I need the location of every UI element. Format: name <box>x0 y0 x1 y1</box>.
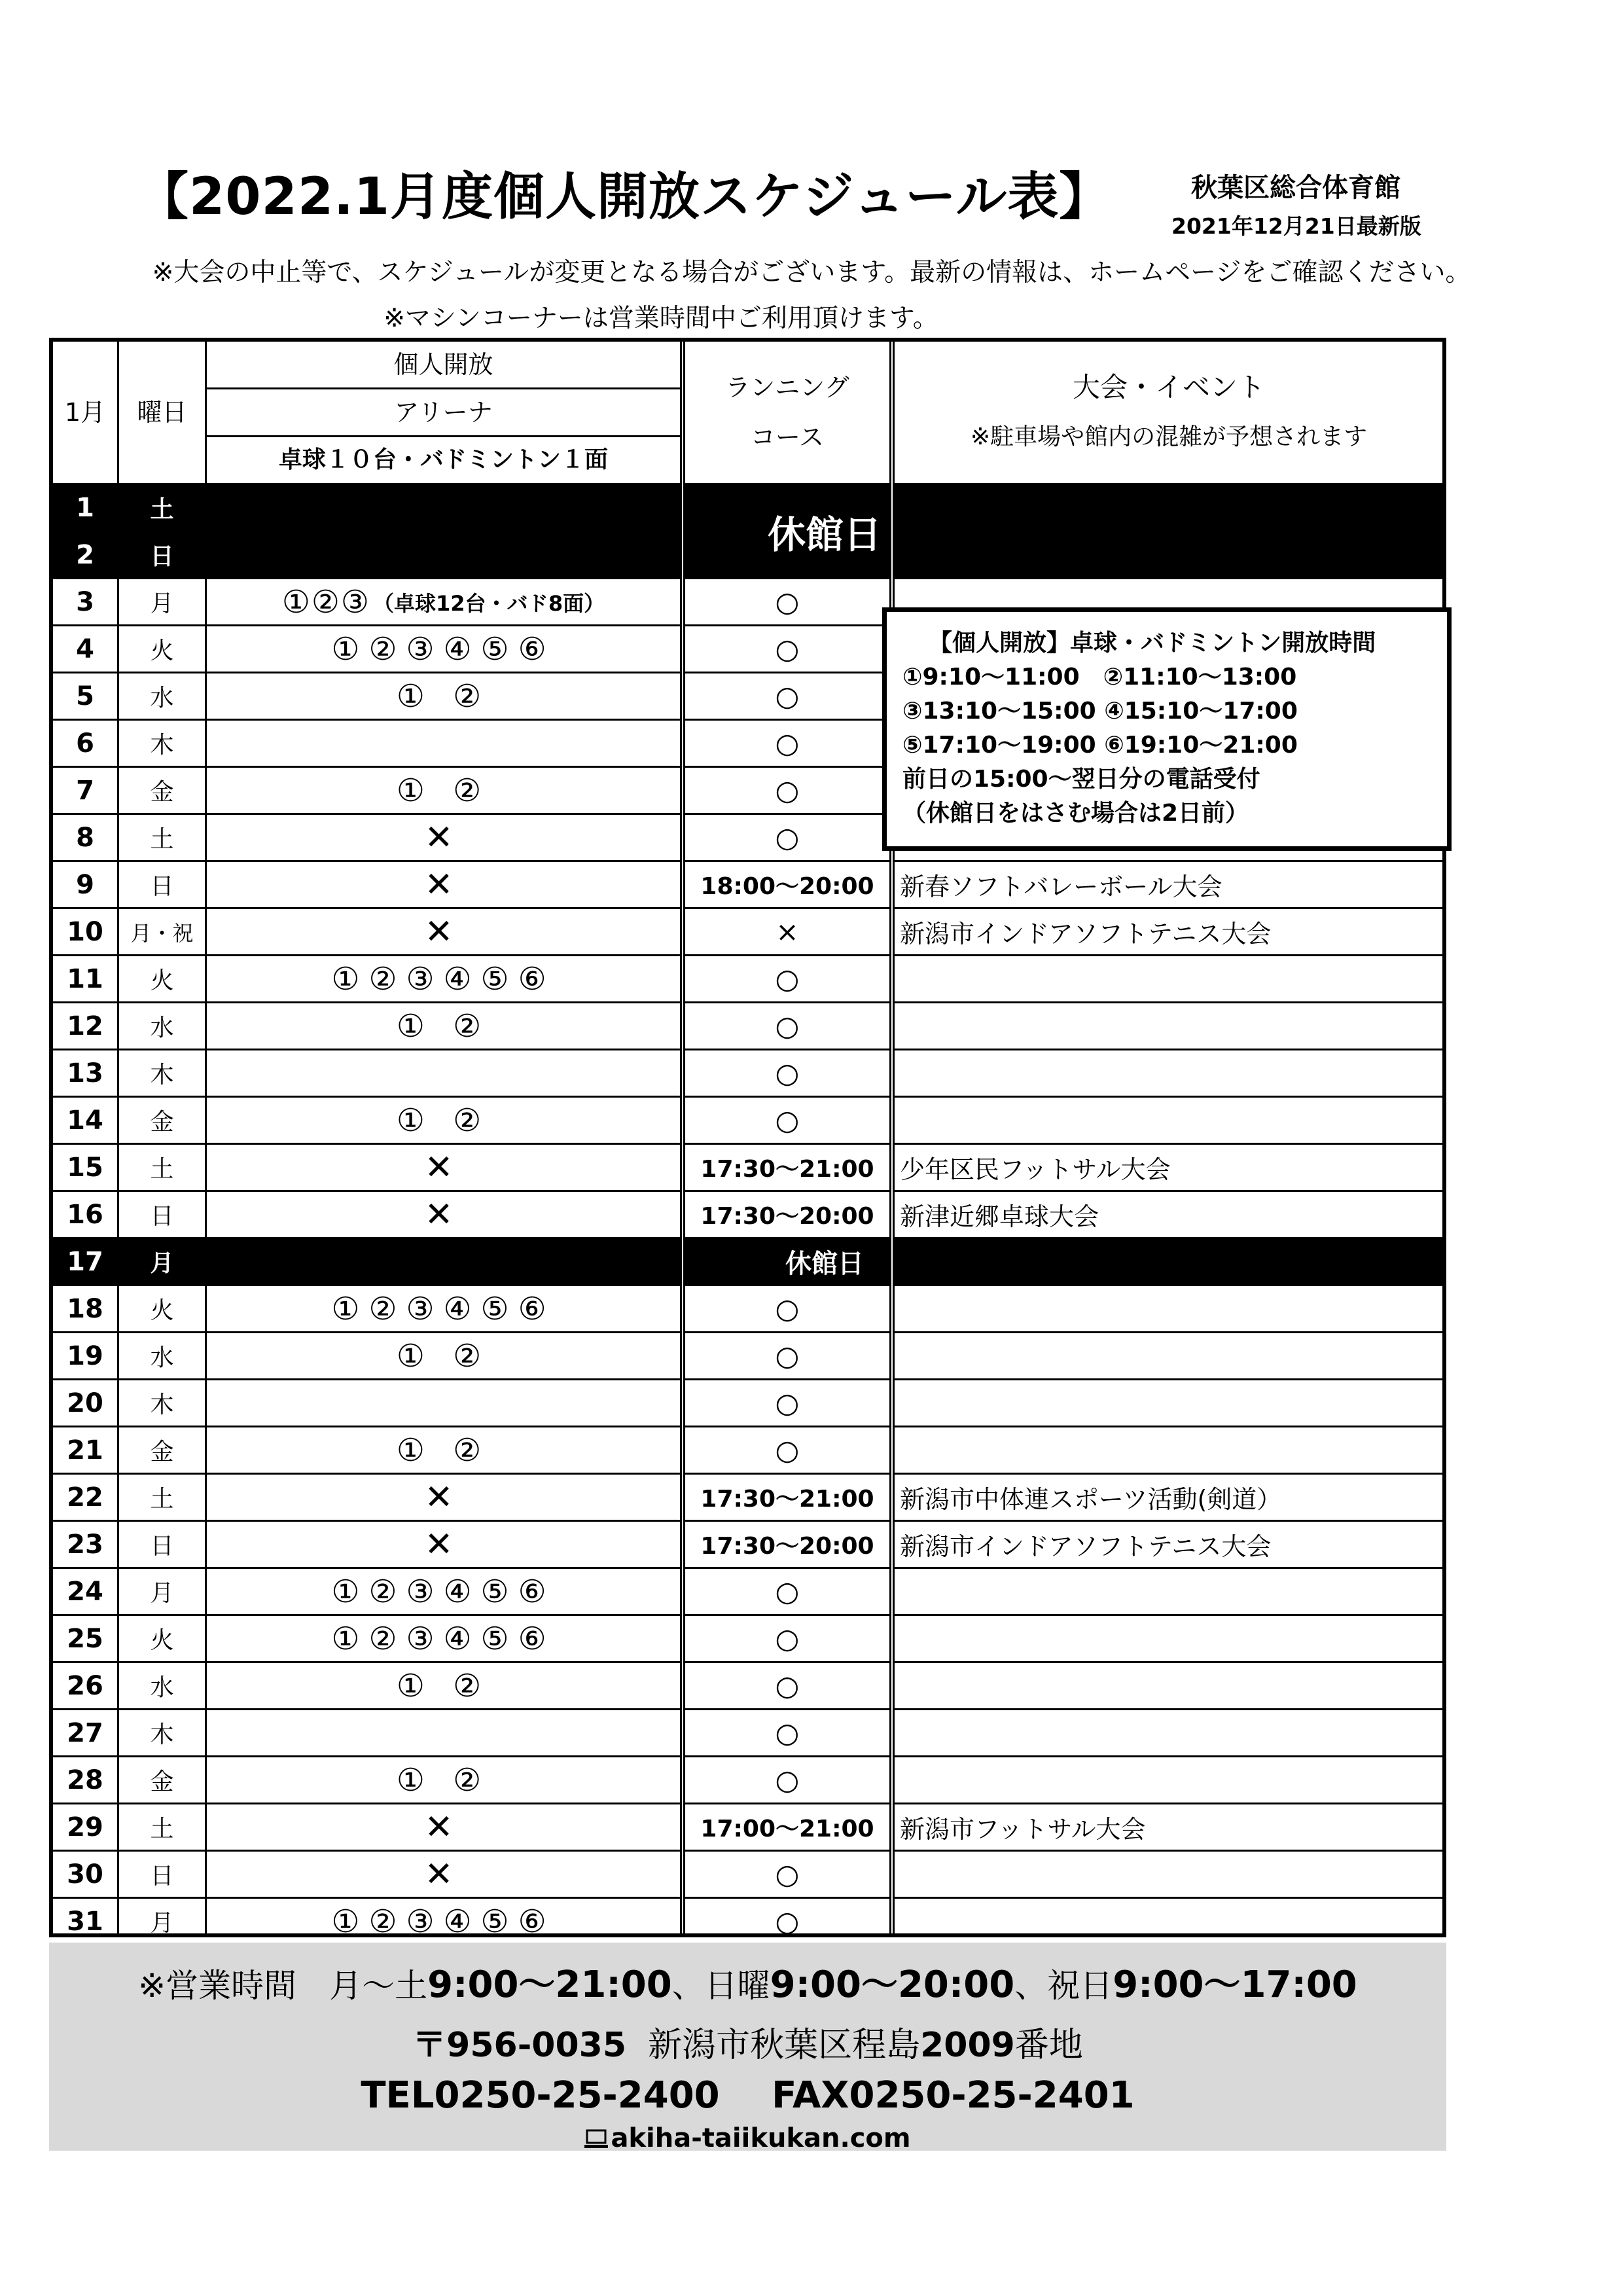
arena-slots <box>207 768 680 813</box>
postal-code: 〒956-0035 <box>412 2026 627 2065</box>
event-name <box>895 1098 1448 1143</box>
running-course: ○ <box>775 1293 800 1325</box>
event-name <box>895 1003 1448 1049</box>
event-name <box>895 1286 1448 1331</box>
hours-holiday-label: 、祝日 <box>1014 1967 1113 2005</box>
arena-slots <box>207 1852 680 1897</box>
hours-sunday: 9:00～20:00 <box>770 1964 1015 2006</box>
arena-slots <box>207 1003 680 1049</box>
info-box-line: ③13:10～15:00 ④15:10～17:00 <box>902 698 1298 725</box>
arena-slots <box>207 1804 680 1850</box>
info-box-line: 前日の15:00～翌日分の電話受付 <box>902 766 1260 793</box>
weekday: 月 <box>150 590 174 617</box>
page-title: 【2022.1月度個人開放スケジュール表】 <box>137 168 1111 226</box>
info-box-title: 【個人開放】卓球・バドミントン開放時間 <box>929 630 1376 656</box>
address-suffix: 番地 <box>1014 2026 1083 2065</box>
event-name <box>895 1333 1448 1378</box>
event-name <box>895 1663 1448 1708</box>
weekday: 金 <box>150 1439 174 1465</box>
arena-slot-text: ✕ <box>424 865 463 905</box>
table-row <box>53 860 1442 907</box>
arena-slot-text: ✕ <box>424 1147 463 1187</box>
running-course: ○ <box>775 1623 800 1655</box>
event-name <box>895 1757 1448 1803</box>
day-number: 21 <box>67 1435 103 1465</box>
day-number: 6 <box>76 728 94 759</box>
running-course: 17:30～21:00 <box>700 1486 874 1513</box>
arena-slots <box>207 721 680 766</box>
closed-day-block <box>53 483 1442 577</box>
arena-slot-text: ✕ <box>424 912 463 952</box>
col-divider <box>680 342 685 1933</box>
weekday: 日 <box>150 873 174 900</box>
event-name <box>895 1710 1448 1755</box>
arena-slot-text: ✕ <box>424 1807 463 1847</box>
arena-slots <box>207 1427 680 1473</box>
arena-slot-text: ✕ <box>424 1854 463 1894</box>
day-number: 15 <box>67 1152 103 1183</box>
event-name: 新潟市中体連スポーツ活動(剣道） <box>900 1485 1282 1514</box>
website-url[interactable]: akiha-taiikukan.com <box>611 2123 911 2153</box>
day-number: 5 <box>76 681 94 711</box>
day-number: 12 <box>67 1011 103 1041</box>
running-course: ○ <box>775 1434 800 1466</box>
header-weekday: 曜日 <box>137 397 187 427</box>
website <box>49 2123 1446 2153</box>
day-number: 14 <box>67 1105 103 1136</box>
weekday: 月 <box>150 1580 174 1607</box>
computer-icon <box>584 2128 608 2149</box>
arena-slots <box>207 1192 680 1237</box>
arena-slots <box>207 1710 680 1755</box>
event-name <box>895 956 1448 1001</box>
day-number: 8 <box>76 822 94 853</box>
col-divider <box>117 342 119 1933</box>
arena-slot-text: ✕ <box>424 1194 463 1234</box>
day-number: 31 <box>67 1906 103 1937</box>
table-row <box>53 1049 1442 1096</box>
arena-slots <box>207 956 680 1001</box>
arena-slots <box>207 1569 680 1614</box>
header-running-1: ランニング <box>725 373 849 402</box>
notice-schedule-change: ※大会の中止等で、スケジュールが変更となる場合がございます。最新の情報は、ホームページをご確認ください。 <box>152 258 1471 287</box>
weekday: 土 <box>150 1486 174 1513</box>
weekday: 水 <box>150 1344 174 1371</box>
arena-slot-text: ①②③④⑤⑥ <box>331 630 556 668</box>
weekday: 月 <box>150 1910 174 1937</box>
notice-machine-corner: ※マシンコーナーは営業時間中ご利用頂けます。 <box>383 304 938 333</box>
weekday: 土 <box>150 496 174 523</box>
header-month: 1月 <box>64 397 106 427</box>
arena-slots <box>207 1522 680 1567</box>
arena-slots <box>207 815 680 860</box>
closed-day-label: 休館日 <box>767 512 882 557</box>
arena-slot-text: ①②③④⑤⑥ <box>331 1290 556 1327</box>
event-name <box>895 1616 1448 1661</box>
hours-prefix: ※営業時間 月～土 <box>138 1967 428 2005</box>
weekday: 月・祝 <box>130 920 194 946</box>
running-course: ○ <box>775 1387 800 1419</box>
arena-slots <box>207 579 680 624</box>
arena-slots <box>207 862 680 907</box>
day-number: 28 <box>67 1765 103 1795</box>
arena-note: （卓球12台・バド8面） <box>372 590 605 616</box>
info-box-line: ①9:10～11:00 ②11:10～13:00 <box>902 664 1297 691</box>
header-event-1: 大会・イベント <box>1072 371 1265 403</box>
running-course: 17:30～21:00 <box>700 1156 874 1183</box>
running-course: ○ <box>775 963 800 995</box>
arena-slot-text: ① ② <box>396 1761 491 1799</box>
weekday: 土 <box>150 1816 174 1842</box>
day-number: 17 <box>67 1246 103 1277</box>
arena-slots <box>207 1050 680 1096</box>
table-row <box>53 1426 1442 1473</box>
running-course: ○ <box>775 774 800 806</box>
arena-slot-text: ①②③ <box>281 583 370 620</box>
event-name: 新潟市インドアソフトテニス大会 <box>900 1532 1272 1561</box>
weekday: 木 <box>150 1391 174 1418</box>
event-name: 新潟市フットサル大会 <box>900 1815 1146 1844</box>
arena-slot-text: ①②③④⑤⑥ <box>331 1573 556 1610</box>
contact <box>49 2074 1446 2117</box>
arena-slots <box>207 1899 680 1944</box>
arena-slot-text: ✕ <box>424 817 463 857</box>
weekday: 木 <box>150 732 174 759</box>
arena-slots <box>207 1663 680 1708</box>
running-course: ○ <box>775 1764 800 1796</box>
arena-slots <box>207 1286 680 1331</box>
table-row <box>53 1001 1442 1049</box>
event-name <box>895 1899 1448 1944</box>
table-row <box>53 1661 1442 1708</box>
weekday: 水 <box>150 1014 174 1041</box>
event-name <box>895 1852 1448 1897</box>
day-number: 27 <box>67 1717 103 1748</box>
arena-slots <box>207 1757 680 1803</box>
table-row <box>53 907 1442 954</box>
weekday: 木 <box>150 1062 174 1088</box>
table-row <box>53 1567 1442 1614</box>
schedule-table <box>49 338 1446 1940</box>
day-number: 26 <box>67 1670 103 1701</box>
header-arena: アリーナ <box>394 397 493 427</box>
event-name <box>895 1569 1448 1614</box>
day-number: 19 <box>67 1340 103 1371</box>
table-row <box>53 1284 1442 1331</box>
event-name: 新津近郷卓球大会 <box>900 1202 1099 1231</box>
weekday: 土 <box>150 1156 174 1183</box>
weekday: 日 <box>150 1203 174 1230</box>
day-number: 23 <box>67 1529 103 1560</box>
table-row <box>53 1143 1442 1190</box>
arena-slot-text: ① ② <box>396 677 491 715</box>
info-box-line: （休館日をはさむ場合は2日前） <box>902 800 1249 827</box>
table-row <box>53 1803 1442 1850</box>
closed-day-label: 休館日 <box>785 1249 864 1279</box>
weekday: 水 <box>150 685 174 711</box>
arena-slot-text: ① ② <box>396 772 491 809</box>
weekday: 火 <box>150 967 174 994</box>
arena-slots <box>207 1380 680 1426</box>
arena-slot-text: ① ② <box>396 1667 491 1704</box>
organization-name: 秋葉区総合体育館 <box>1191 173 1400 203</box>
day-number: 16 <box>67 1199 103 1230</box>
running-course: ○ <box>775 1010 800 1042</box>
address-text: 新潟市秋葉区程島 <box>648 2026 921 2065</box>
day-number: 13 <box>67 1058 103 1088</box>
weekday: 火 <box>150 1297 174 1324</box>
running-course: × <box>776 916 799 948</box>
arena-slots <box>207 626 680 672</box>
weekday: 日 <box>150 543 174 570</box>
table-row <box>53 1520 1442 1567</box>
weekday: 日 <box>150 1863 174 1890</box>
col-divider <box>889 342 895 1933</box>
weekday: 水 <box>150 1674 174 1701</box>
open-hours-info-box <box>882 607 1452 851</box>
arena-slot-text: ①②③④⑤⑥ <box>331 1903 556 1940</box>
day-number: 22 <box>67 1482 103 1513</box>
arena-slot-text: ✕ <box>424 1477 463 1517</box>
table-row <box>53 1473 1442 1520</box>
event-name <box>895 1380 1448 1426</box>
arena-slot-text: ①②③④⑤⑥ <box>331 1620 556 1657</box>
header-open: 個人開放 <box>393 350 493 379</box>
updated-date: 2021年12月21日最新版 <box>1171 213 1421 239</box>
running-course: ○ <box>775 1670 800 1702</box>
table-row <box>53 1378 1442 1426</box>
day-number: 18 <box>67 1293 103 1324</box>
running-course: ○ <box>775 1575 800 1607</box>
running-course: ○ <box>775 821 800 853</box>
weekday: 木 <box>150 1721 174 1748</box>
running-course: ○ <box>775 1717 800 1749</box>
event-name: 新春ソフトバレーボール大会 <box>900 872 1222 901</box>
arena-slot-text: ① ② <box>396 1007 491 1045</box>
arena-slots <box>207 909 680 954</box>
col-divider <box>205 342 207 1933</box>
header-running-2: コース <box>750 423 825 452</box>
running-course: ○ <box>775 1340 800 1372</box>
weekday: 月 <box>150 1250 174 1277</box>
hours-sunday-label: 、日曜 <box>671 1967 770 2005</box>
table-row <box>53 1331 1442 1378</box>
weekday: 火 <box>150 637 174 664</box>
weekday: 土 <box>150 826 174 853</box>
day-number: 7 <box>76 775 94 806</box>
event-name: 新潟市インドアソフトテニス大会 <box>900 920 1272 948</box>
table-row <box>53 1190 1442 1237</box>
arena-slots <box>207 673 680 719</box>
address <box>49 2017 1446 2066</box>
business-hours <box>49 1943 1446 2008</box>
day-number: 9 <box>76 869 94 900</box>
table-row <box>53 1096 1442 1143</box>
address-number: 2009 <box>920 2026 1015 2065</box>
day-number: 11 <box>67 963 103 994</box>
arena-slots <box>207 1098 680 1143</box>
running-course: ○ <box>775 1905 800 1937</box>
table-row <box>53 1755 1442 1803</box>
table-row <box>53 954 1442 1001</box>
day-number: 30 <box>67 1859 103 1890</box>
arena-slot-text: ✕ <box>424 1524 463 1564</box>
table-row <box>53 1614 1442 1661</box>
event-name: 少年区民フットサル大会 <box>900 1155 1171 1184</box>
arena-slots <box>207 1333 680 1378</box>
day-number: 1 <box>76 492 94 523</box>
table-row <box>53 1708 1442 1755</box>
arena-slot-text: ① ② <box>396 1102 491 1139</box>
table-row <box>53 1897 1442 1944</box>
running-course: ○ <box>775 1104 800 1136</box>
running-course: ○ <box>775 1858 800 1890</box>
arena-slot-text: ① ② <box>396 1337 491 1374</box>
header-event-2: ※駐車場や館内の混雑が予想されます <box>970 423 1368 450</box>
hours-holiday: 9:00～17:00 <box>1113 1964 1357 2006</box>
running-course: ○ <box>775 680 800 712</box>
running-course: ○ <box>775 727 800 759</box>
arena-slot-text: ① ② <box>396 1431 491 1469</box>
arena-slots <box>207 1145 680 1190</box>
weekday: 日 <box>150 1533 174 1560</box>
event-name <box>895 1050 1448 1096</box>
closed-day-block <box>53 1237 1442 1284</box>
table-row <box>53 1850 1442 1897</box>
arena-slots <box>207 1475 680 1520</box>
running-course: 18:00～20:00 <box>700 873 874 900</box>
event-name <box>895 1427 1448 1473</box>
day-number: 25 <box>67 1623 103 1654</box>
running-course: ○ <box>775 1057 800 1089</box>
phone-number: TEL0250-25-2400 <box>361 2074 720 2117</box>
arena-slot-text: ①②③④⑤⑥ <box>331 960 556 997</box>
header-arena-detail: 卓球１０台・バドミントン１面 <box>278 446 609 473</box>
hours-weekday: 9:00～21:00 <box>427 1964 672 2006</box>
day-number: 3 <box>76 586 94 617</box>
running-course: 17:30～20:00 <box>700 1203 874 1230</box>
day-number: 29 <box>67 1812 103 1842</box>
weekday: 金 <box>150 1768 174 1795</box>
weekday: 火 <box>150 1627 174 1654</box>
weekday: 金 <box>150 1109 174 1136</box>
running-course: 17:30～20:00 <box>700 1533 874 1560</box>
day-number: 20 <box>67 1388 103 1418</box>
day-number: 4 <box>76 634 94 664</box>
day-number: 24 <box>67 1576 103 1607</box>
arena-slots <box>207 1616 680 1661</box>
footer <box>49 1943 1446 2151</box>
running-course: ○ <box>775 586 800 618</box>
day-number: 10 <box>67 916 103 947</box>
fax-number: FAX0250-25-2401 <box>772 2074 1135 2117</box>
running-course: ○ <box>775 633 800 665</box>
day-number: 2 <box>76 539 94 570</box>
weekday: 金 <box>150 779 174 806</box>
info-box-line: ⑤17:10～19:00 ⑥19:10～21:00 <box>902 732 1298 759</box>
running-course: 17:00～21:00 <box>700 1816 874 1842</box>
